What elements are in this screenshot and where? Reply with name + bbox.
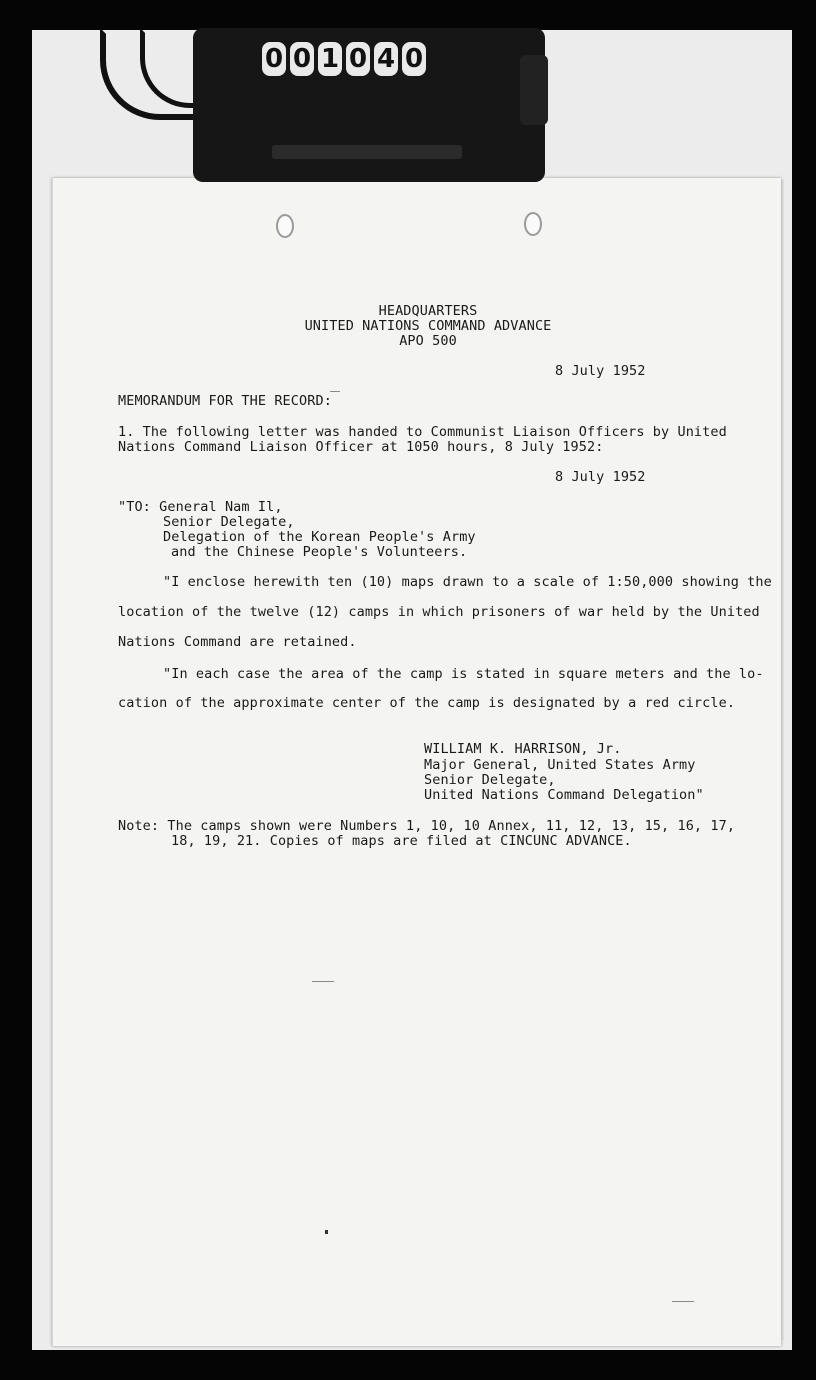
punch-hole [524, 212, 542, 236]
counter-digit: 4 [374, 42, 398, 76]
signature-rank: Major General, United States Army [424, 757, 696, 773]
note-line-2: 18, 19, 21. Copies of maps are filed at CINCUNC ADVANCE. [171, 833, 632, 849]
paper-mark [330, 391, 340, 392]
body1-line-1: "I enclose herewith ten (10) maps drawn to a scale of 1:50,000 showing the [163, 574, 772, 590]
paper-mark [312, 981, 334, 982]
paper-mark [325, 1230, 328, 1234]
signature-org: United Nations Command Delegation" [424, 787, 704, 803]
counter-digit: 0 [402, 42, 426, 76]
paper-mark [672, 1301, 694, 1302]
frame-counter-knob [520, 55, 548, 125]
header-line-3: APO 500 [399, 333, 457, 349]
counter-digit: 1 [318, 42, 342, 76]
header-line-1: HEADQUARTERS [378, 303, 478, 319]
frame-counter-digits [262, 42, 426, 76]
body2-line-1: "In each case the area of the camp is stated in square meters and the lo- [163, 666, 764, 682]
header-line-2: UNITED NATIONS COMMAND ADVANCE [304, 318, 552, 334]
body1-line-3: Nations Command are retained. [118, 634, 357, 650]
memo-title: MEMORANDUM FOR THE RECORD: [118, 393, 332, 409]
note-line-1: Note: The camps shown were Numbers 1, 10, 10 Annex, 11, 12, 13, 15, 16, 17, [118, 818, 736, 834]
counter-digit: 0 [290, 42, 314, 76]
memo-date: 8 July 1952 [555, 363, 646, 379]
counter-digit: 0 [346, 42, 370, 76]
para1-line-2: Nations Command Liaison Officer at 1050 hours, 8 July 1952: [118, 439, 604, 455]
frame-counter-slot [272, 145, 462, 159]
address-line-1: "TO: General Nam Il, [118, 499, 283, 515]
body1-line-2: location of the twelve (12) camps in which prisoners of war held by the United [118, 604, 760, 620]
address-line-4: and the Chinese People's Volunteers. [171, 544, 468, 560]
body2-line-2: cation of the approximate center of the camp is designated by a red circle. [118, 695, 736, 711]
signature-name: WILLIAM K. HARRISON, Jr. [424, 741, 622, 757]
punch-hole [276, 214, 294, 238]
counter-digit: 0 [262, 42, 286, 76]
para1-line-1: 1. The following letter was handed to Communist Liaison Officers by United [118, 424, 727, 440]
letter-date: 8 July 1952 [555, 469, 646, 485]
signature-title: Senior Delegate, [424, 772, 556, 788]
address-line-2: Senior Delegate, [163, 514, 295, 530]
address-line-3: Delegation of the Korean People's Army [163, 529, 476, 545]
